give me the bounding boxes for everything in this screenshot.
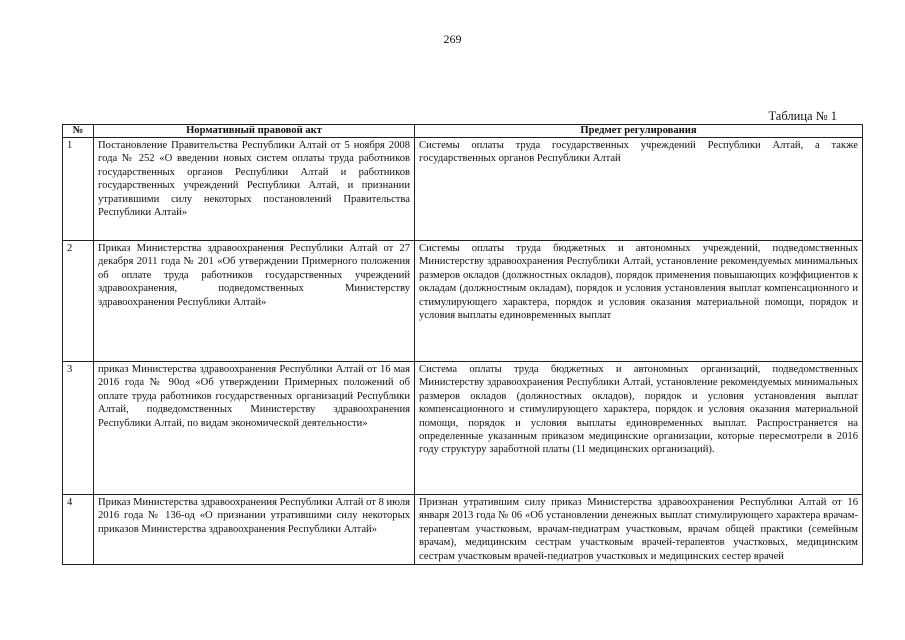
row-subject: Признан утратившим силу приказ Министерства здравоохранения Республики Алтай от 16 января 2013 года № 06 «Об установлении денежных выплат стимулирующего характера врачам-терапевтам участковым, врачам-педиатрам участковым, врачам общей практики (семейным врачам), медицинским сестрам участковым врачей-терапевтов участковых, медицинским сестрам участковым врачей-педиатров участковых и медицинских сестер врачей	[415, 495, 863, 565]
header-subject: Предмет регулирования	[415, 125, 863, 138]
header-act: Нормативный правовой акт	[94, 125, 415, 138]
regulation-table	[62, 124, 863, 565]
row-subject: Системы оплаты труда бюджетных и автономных учреждений, подведомственных Министерству здравоохранения Республики Алтай, установление рекомендуемых минимальных размеров окладов (должностных окладов), порядок применения повышающих коэффициентов к окладам (должностным окладам), порядок и условия установления выплат компенсационного и стимулирующего характера, порядок и условия оказания материальной помощи, порядок и условия выплаты единовременных выплат	[415, 241, 863, 362]
header-num: №	[63, 125, 94, 138]
row-num: 4	[63, 495, 94, 565]
table-row	[63, 138, 863, 241]
table-row	[63, 241, 863, 362]
row-act: Приказ Министерства здравоохранения Республики Алтай от 27 декабря 2011 года № 201 «Об утверждении Примерного положения об оплате труда работников государственных учреждений здравоохранения, подведомственных Министерству здравоохранения Республики Алтай»	[94, 241, 415, 362]
row-num: 2	[63, 241, 94, 362]
row-num: 3	[63, 362, 94, 495]
page-number: 269	[443, 32, 462, 46]
row-act: Постановление Правительства Республики Алтай от 5 ноября 2008 года № 252 «О введении новых систем оплаты труда работников государственных органов Республики Алтай и работников государственных учреждений Республики Алтай, и признании утратившими силу некоторых постановлений Правительства Республики Алтай»	[94, 138, 415, 241]
row-subject: Система оплаты труда бюджетных и автономных организаций, подведомственных Министерству здравоохранения Республики Алтай, установление рекомендуемых минимальных размеров окладов (должностных окладов), порядок и условия установления выплат компенсационного и стимулирующего характера, порядок и условия оказания материальной помощи, порядок и условия выплаты единовременных выплат. Распространяется на определенные указанным приказом медицинские организации, которые пересмотрели в 2016 году структуру заработной платы (11 медицинских организаций).	[415, 362, 863, 495]
table-header-row	[63, 125, 863, 138]
row-act: Приказ Министерства здравоохранения Республики Алтай от 8 июля 2016 года № 136-од «О признании утратившими силу некоторых приказов Министерства здравоохранения Республики Алтай»	[94, 495, 415, 565]
row-num: 1	[63, 138, 94, 241]
table-caption: Таблица № 1	[768, 109, 837, 123]
row-act: приказ Министерства здравоохранения Республики Алтай от 16 мая 2016 года № 90од «Об утверждении Примерных положений об оплате труда работников государственных организаций Республики Алтай, подведомственных Министерству здравоохранения Республики Алтай, по видам экономической деятельности»	[94, 362, 415, 495]
table-row	[63, 495, 863, 565]
table-row	[63, 362, 863, 495]
row-subject: Системы оплаты труда государственных учреждений Республики Алтай, а также государственных органов Республики Алтай	[415, 138, 863, 241]
